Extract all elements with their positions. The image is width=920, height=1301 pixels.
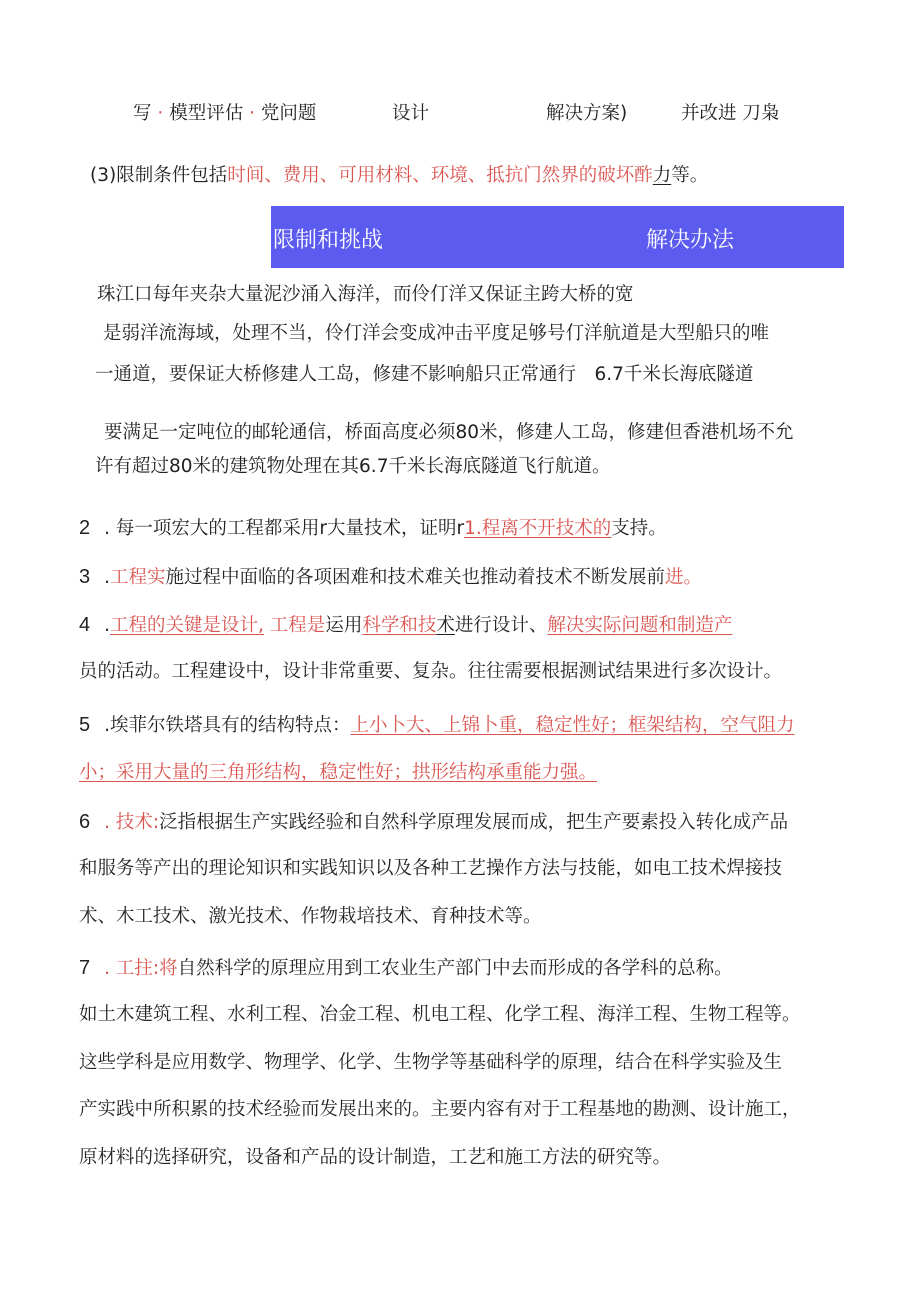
point-4-line-2: 员的活动。工程建设中，设计非常重要、复杂。往往需要根据测试结果进行多次设计。 (79, 661, 783, 682)
step-improve: 并改进 刀枭 (681, 103, 780, 124)
point-4 (79, 612, 732, 639)
point-7-line-5: 原材料的选择研究，设备和产品的设计制造，工艺和施工方法的研究等。 (79, 1147, 672, 1168)
step-flow-line (133, 101, 316, 127)
point-3-end: 进。 (665, 567, 703, 588)
point-6 (79, 809, 788, 836)
constraints-tail: 等。 (671, 165, 709, 186)
point-number: 6 (79, 811, 91, 833)
banner-left-label: 限制和挑战 (273, 228, 384, 253)
point-dot: . (104, 567, 111, 588)
point-7-line-4: 产实践中所积累的技术经验而发展出来的。主要内容有对于工程基地的勘测、设计施工， (79, 1099, 801, 1120)
challenge-solution-banner (271, 206, 844, 268)
point-7 (79, 955, 733, 982)
point-7-text: 自然科学的原理应用到工农业生产部门中去而形成的各学科的总称。 (177, 958, 733, 979)
point-5-text: .埃菲尔铁塔具有的结构特点： (104, 715, 351, 736)
point-6-text: 泛指根据生产实践经验和自然科学原理发展而成，把生产要素投入转化成产品 (159, 812, 789, 833)
step-solution: 解决方案) (546, 103, 628, 124)
point-4-text-c: 进行设计、 (454, 615, 548, 636)
step-design: 设计 (392, 103, 430, 124)
bullet-dot: · (157, 103, 164, 124)
banner-right-label: 解决办法 (646, 228, 735, 253)
point-3 (79, 564, 702, 591)
step-problem: 党问题 (260, 103, 317, 124)
point-6-line-3: 术、木工技术、激光技术、作物栽培技术、育种技术等。 (79, 906, 542, 927)
point-6-term: . 技术: (104, 812, 160, 833)
point-2 (79, 515, 667, 542)
bridge-line-4: 要满足一定吨位的邮轮通信，桥面高度必须80米，修建人工岛，修建但香港机场不允 (104, 422, 794, 443)
point-3-highlight: 工程实 (110, 567, 166, 588)
step-write: 写 (133, 103, 152, 124)
point-4-text-b: 术 (436, 615, 455, 636)
point-number: 2 (79, 517, 91, 539)
point-5-highlight-1: 上小卜大、上锦卜重，稳定性好；框架结构，空气阻力 (350, 715, 795, 736)
point-2-highlight: 1.程离不开技术的 (464, 518, 612, 539)
point-number: 7 (79, 957, 91, 979)
bridge-line-2: 是弱洋流海域，处理不当，伶仃洋会变成冲击平度足够号仃洋航道是大型船只的唯 (103, 323, 770, 344)
point-5 (79, 712, 795, 739)
point-3-text: 施过程中面临的各项困难和技术难关也推动着技术不断发展前 (165, 567, 666, 588)
point-dot: . (104, 615, 111, 636)
bullet-dot: · (249, 103, 255, 124)
point-4-highlight-3: 科学和技 (362, 615, 437, 636)
bridge-line-5: 许有超过80米的建筑物处理在其6.7千米长海底隧道飞行航道。 (95, 456, 611, 477)
constraints-tail-underlined: 力 (652, 165, 672, 186)
point-7-line-3: 这些学科是应用数学、物理学、化学、生物学等基础科学的原理，结合在科学实验及生 (79, 1052, 783, 1073)
point-2-end: 支持。 (611, 518, 667, 539)
point-7-term: . 工拄:将 (104, 958, 178, 979)
point-2-text: . 每一项宏大的工程都采用r大量技术，证明r (104, 518, 465, 539)
bridge-line-1: 珠江口每年夹杂大量泥沙涌入海洋，而伶仃洋又保证主跨大桥的宽 (97, 284, 634, 305)
point-number: 3 (79, 566, 91, 588)
step-model-eval: 模型评估 (169, 103, 244, 124)
point-4-text-a: 运用 (325, 615, 363, 636)
point-5-highlight-2: 小；采用大量的三角形结构，稳定性好；拱形结构承重能力强。 (79, 762, 598, 783)
point-number: 4 (79, 614, 91, 636)
point-7-line-2: 如土木建筑工程、水利工程、冶金工程、机电工程、化学工程、海洋工程、生物工程等。 (79, 1004, 801, 1025)
constraints-line (90, 163, 708, 189)
point-4-highlight-1: 工程的关键是设计, (110, 615, 264, 636)
point-4-highlight-2: 工程是 (269, 615, 326, 636)
point-4-highlight-4: 解决实际问题和制造产 (547, 615, 733, 636)
point-number: 5 (79, 714, 91, 736)
constraints-prefix: (3)限制条件包括 (90, 165, 228, 186)
bridge-line-3: 一通道，要保证大桥修建人工岛，修建不影响船只正常通行 6.7千米长海底隧道 (95, 364, 754, 385)
point-6-line-2: 和服务等产出的理论知识和实践知识以及各种工艺操作方法与技能，如电工技术焊接技 (79, 858, 783, 879)
constraints-highlight: 时间、费用、可用材料、环境、抵抗门然界的破坏酢 (227, 165, 653, 186)
